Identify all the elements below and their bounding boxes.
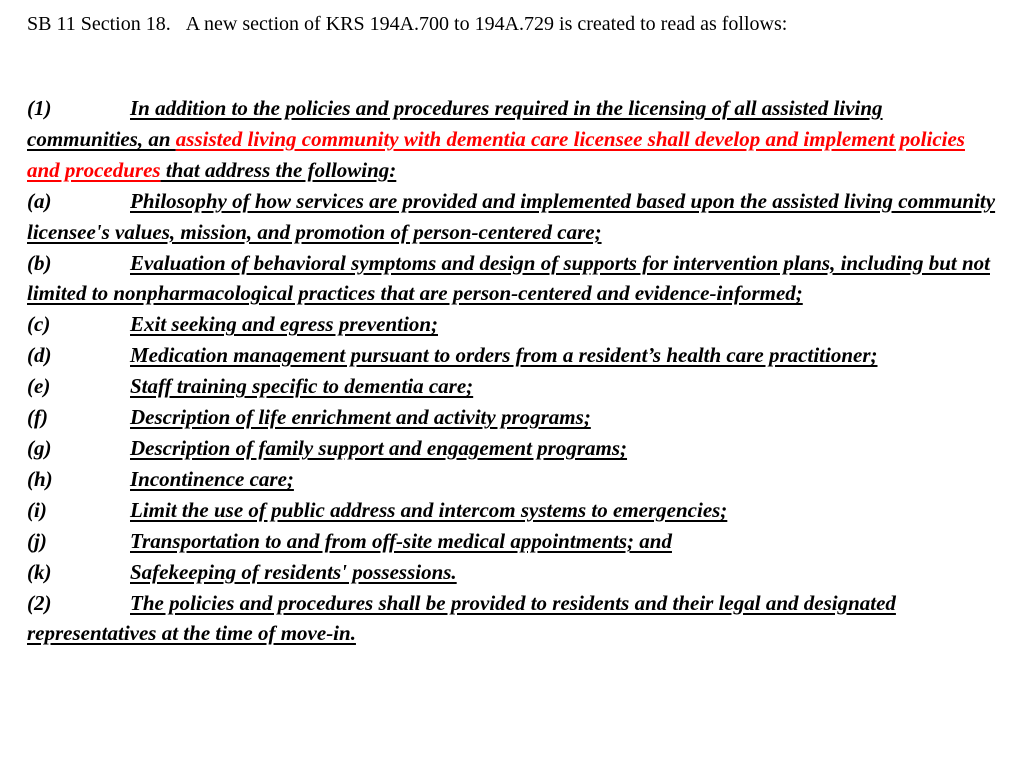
list-item-c-text: Exit seeking and egress prevention; xyxy=(130,312,438,337)
list-item-i-content xyxy=(27,498,727,522)
list-item-h xyxy=(27,464,1002,495)
list-item-k-content xyxy=(27,560,457,584)
list-item-b-label: (b) xyxy=(27,250,52,275)
list-item-h-text: Incontinence care; xyxy=(130,466,294,491)
list-item-i-label: (i) xyxy=(27,497,47,522)
section-2-paragraph xyxy=(27,588,1002,650)
list-item-e-text: Staff training specific to dementia care; xyxy=(130,374,474,399)
list-item-j-label: (j) xyxy=(27,528,47,553)
list-item-i xyxy=(27,495,1002,526)
list-item-d-text: Medication management pursuant to orders from a resident’s health care practitioner; xyxy=(130,343,878,368)
list-item-f xyxy=(27,402,1002,433)
list-item-a-label: (a) xyxy=(27,188,52,213)
list-item-c-content xyxy=(27,312,438,336)
list-item-d-label: (d) xyxy=(27,343,52,368)
list-item-g-text: Description of family support and engagement programs; xyxy=(130,435,628,460)
list-item-e-label: (e) xyxy=(27,374,51,399)
list-item-h-content xyxy=(27,467,294,491)
section-2-text: The policies and procedures shall be provided to residents and their legal and designated representatives at the time of move-in. xyxy=(27,590,896,646)
list-item-f-text: Description of life enrichment and activity programs; xyxy=(130,405,591,430)
list-item-e xyxy=(27,371,1002,402)
section-1-label: (1) xyxy=(27,96,52,120)
list-item-a-text: Philosophy of how services are provided and implemented based upon the assisted living community licensee's values, mission, and promotion of person-centered care; xyxy=(27,188,996,244)
list-item-j-text: Transportation to and from off-site medical appointments; and xyxy=(130,528,672,553)
list-item-f-content xyxy=(27,405,591,429)
bill-intro: A new section of KRS 194A.700 to 194A.729 is created to read as follows: xyxy=(185,13,788,35)
list-item-b xyxy=(27,248,1002,310)
list-item-g xyxy=(27,433,1002,464)
list-item-j xyxy=(27,526,1002,557)
section-1-text-a: In addition to the policies and procedures required in the licensing of all assisted living communities, an xyxy=(27,96,883,151)
list-item-k-label: (k) xyxy=(27,559,52,584)
section-1-highlight: assisted living community with dementia care licensee shall develop and implement policies and procedures xyxy=(27,126,965,182)
list-item-j-content xyxy=(27,529,672,553)
bill-header xyxy=(27,12,787,36)
list-item-a xyxy=(27,186,1002,248)
list-item-a-content xyxy=(27,189,995,244)
list-item-i-text: Limit the use of public address and intercom systems to emergencies; xyxy=(130,497,728,522)
list-item-g-content xyxy=(27,436,627,460)
list-item-k xyxy=(27,557,1002,588)
list-item-d-content xyxy=(27,343,878,367)
list-item-c-label: (c) xyxy=(27,312,51,337)
section-2-label: (2) xyxy=(27,590,52,615)
section-1-text-b: that address the following: xyxy=(160,157,397,182)
statute-body xyxy=(27,93,1002,649)
list-item-b-content xyxy=(27,251,990,306)
list-item-g-label: (g) xyxy=(27,435,52,460)
list-item-d xyxy=(27,340,1002,371)
list-item-c xyxy=(27,309,1002,340)
list-item-b-text: Evaluation of behavioral symptoms and design of supports for intervention plans, including but not limited to nonpharmacological practices that are person-centered and evidence-informed; xyxy=(27,250,990,306)
section-1-paragraph xyxy=(27,93,1002,186)
list-item-h-label: (h) xyxy=(27,466,53,491)
section-2-content xyxy=(27,591,896,646)
list-item-e-content xyxy=(27,374,473,398)
list-item-f-label: (f) xyxy=(27,405,48,430)
list-item-k-text: Safekeeping of residents' possessions. xyxy=(130,559,457,584)
bill-citation: SB 11 Section 18. xyxy=(27,13,171,35)
